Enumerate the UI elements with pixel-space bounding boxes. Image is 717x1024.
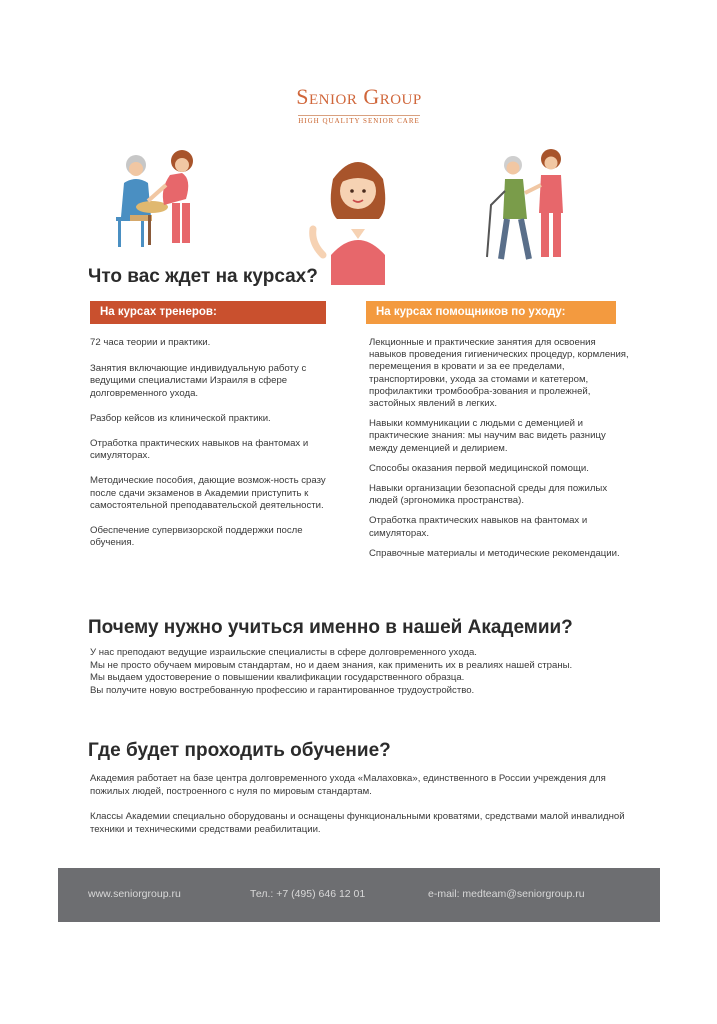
- assistants-list: [369, 337, 631, 560]
- why-academy-text: [90, 647, 640, 697]
- list-item: Способы оказания первой медицинской помощи.: [369, 462, 589, 474]
- why-academy-heading: Почему нужно учиться именно в нашей Академии?: [88, 617, 573, 638]
- logo-name: Senior Group: [296, 84, 422, 109]
- nurse-with-walking-elder-illustration: [483, 145, 593, 295]
- list-item: Разбор кейсов из клинической практики.: [90, 412, 271, 424]
- website-link[interactable]: www.seniorgroup.ru: [88, 888, 181, 900]
- courses-heading: Что вас ждет на курсах?: [88, 266, 318, 287]
- trainers-banner: На курсах тренеров:: [90, 301, 326, 324]
- flyer-page: [58, 40, 660, 925]
- why-line: Мы выдаем удостоверение о повышении квалификации государственного образца.: [90, 672, 465, 684]
- list-item: Справочные материалы и методические рекомендации.: [369, 547, 620, 559]
- list-item: Занятия включающие индивидуальную работу с ведущими специалистами Израиля в сфере долговременного ухода.: [90, 363, 307, 399]
- contact-footer: [58, 868, 660, 922]
- list-item: 72 часа теории и практики.: [90, 337, 211, 348]
- list-item: Обеспечение супервизорской поддержки после обучения.: [90, 525, 303, 549]
- list-item: Навыки коммуникации с людьми с деменцией и практические знания: мы научим вас видеть разницу между деменцией и делирием.: [369, 418, 606, 454]
- where-paragraph: Академия работает на базе центра долговременного ухода «Малаховка», единственного в России учреждения для пожилых людей, построенного с нуля по мировым стандартам.: [90, 773, 606, 797]
- list-item: Отработка практических навыков на фантомах и симуляторах.: [90, 438, 309, 462]
- email-link[interactable]: e-mail: medteam@seniorgroup.ru: [428, 888, 585, 900]
- where-training-heading: Где будет проходить обучение?: [88, 740, 391, 761]
- assistants-banner: На курсах помощников по уходу:: [366, 301, 616, 324]
- list-item: Лекционные и практические занятия для освоения навыков проведения гигиенических процедур, кормления, перемещения в кровати и за ее пределами, транспортировки, ухода за стомами и катетером, профилактики тромбообра-зования и пролежней, застойных явлений в легких.: [369, 337, 629, 410]
- nurse-portrait-illustration: [303, 145, 413, 295]
- phone-number: Тел.: +7 (495) 646 12 01: [250, 888, 366, 900]
- senior-group-logo: [58, 84, 660, 128]
- why-line: Вы получите новую востребованную профессию и гарантированное трудоустройство.: [90, 684, 475, 696]
- list-item: Навыки организации безопасной среды для пожилых людей (эргономика пространства).: [369, 483, 608, 507]
- where-paragraph: Классы Академии специально оборудованы и оснащены функциональными кроватями, средствами малой инвалидной техники и техническими средствами реабилитации.: [90, 811, 625, 835]
- why-line: У нас преподают ведущие израильские специалисты в сфере долговременного ухода.: [90, 647, 477, 658]
- why-line: Мы не просто обучаем мировым стандартам, но и даем знания, как применить их в реалиях нашей страны.: [90, 659, 573, 671]
- list-item: Отработка практических навыков на фантомах и симуляторах.: [369, 515, 588, 539]
- logo-tagline: HIGH QUALITY SENIOR CARE: [298, 117, 420, 125]
- trainers-list: [90, 337, 330, 549]
- where-training-text: [90, 773, 640, 836]
- list-item: Методические пособия, дающие возмож-ность сразу после сдачи экзаменов в Академии приступить к самостоятельной преподавательской деятельности.: [90, 475, 326, 511]
